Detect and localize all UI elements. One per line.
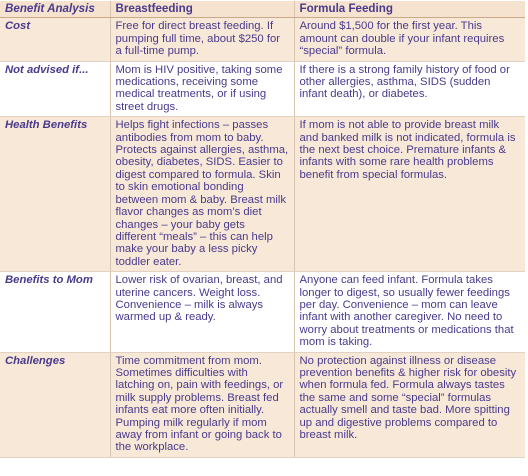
table-row-health-benefits (0, 117, 525, 272)
table-row-cost (0, 18, 525, 61)
formula-cell: No protection against illness or disease prevention benefits & higher risk for obesity when formula fed. Formula always tastes the same and some “special” formulas actually smell and taste bad. More spitting up and digestive problems compared to breast milk. (294, 352, 525, 457)
breastfeeding-cell: Helps fight infections – passes antibodies from mom to baby. Protects against allergies, asthma, obesity, diabetes, SIDS. Easier to digest compared to formula. Skin to skin emotional bonding between mom & baby. Breast milk flavor changes as mom’s diet changes – your baby gets different “meals” – this can help make your baby a less picky toddler eater. (110, 117, 294, 272)
row-label: Challenges (0, 352, 110, 457)
formula-cell: Anyone can feed infant. Formula takes longer to digest, so usually fewer feedings per day. Convenience – mom can leave infant with another caregiver. No need to worry about treatments or medications that mom is taking. (294, 272, 525, 352)
formula-cell: If mom is not able to provide breast milk and banked milk is not indicated, formula is the next best choice. Premature infants & infants with some rare health problems benefit from special formulas. (294, 117, 525, 272)
row-label: Benefits to Mom (0, 272, 110, 352)
page-bottom-strip (0, 470, 528, 476)
breastfeeding-cell: Free for direct breast feeding. If pumping full time, about $250 for a full-time pump. (110, 18, 294, 61)
row-label: Health Benefits (0, 117, 110, 272)
header-breastfeeding: Breastfeeding (110, 1, 294, 18)
row-label: Not advised if... (0, 61, 110, 117)
feeding-comparison-table (0, 1, 525, 458)
table-row-not-advised (0, 61, 525, 117)
row-label: Cost (0, 18, 110, 61)
table-header-row (0, 1, 525, 18)
breastfeeding-cell: Lower risk of ovarian, breast, and uterine cancers. Weight loss. Convenience – milk is always warmed up & ready. (110, 272, 294, 352)
header-formula-feeding: Formula Feeding (294, 1, 525, 18)
table-row-challenges (0, 352, 525, 457)
formula-cell: Around $1,500 for the first year. This amount can double if your infant requires “special” formula. (294, 18, 525, 61)
breastfeeding-cell: Time commitment from mom. Sometimes difficulties with latching on, pain with feedings, or milk supply problems. Breast fed infants eat more often initially. Pumping milk regularly if mom away from infant or going back to the workplace. (110, 352, 294, 457)
table-row-benefits-to-mom (0, 272, 525, 352)
formula-cell: If there is a strong family history of food or other allergies, asthma, SIDS (sudden infant death), or diabetes. (294, 61, 525, 117)
breastfeeding-cell: Mom is HIV positive, taking some medications, receiving some medical treatments, or if using street drugs. (110, 61, 294, 117)
header-benefit-analysis: Benefit Analysis (0, 1, 110, 18)
